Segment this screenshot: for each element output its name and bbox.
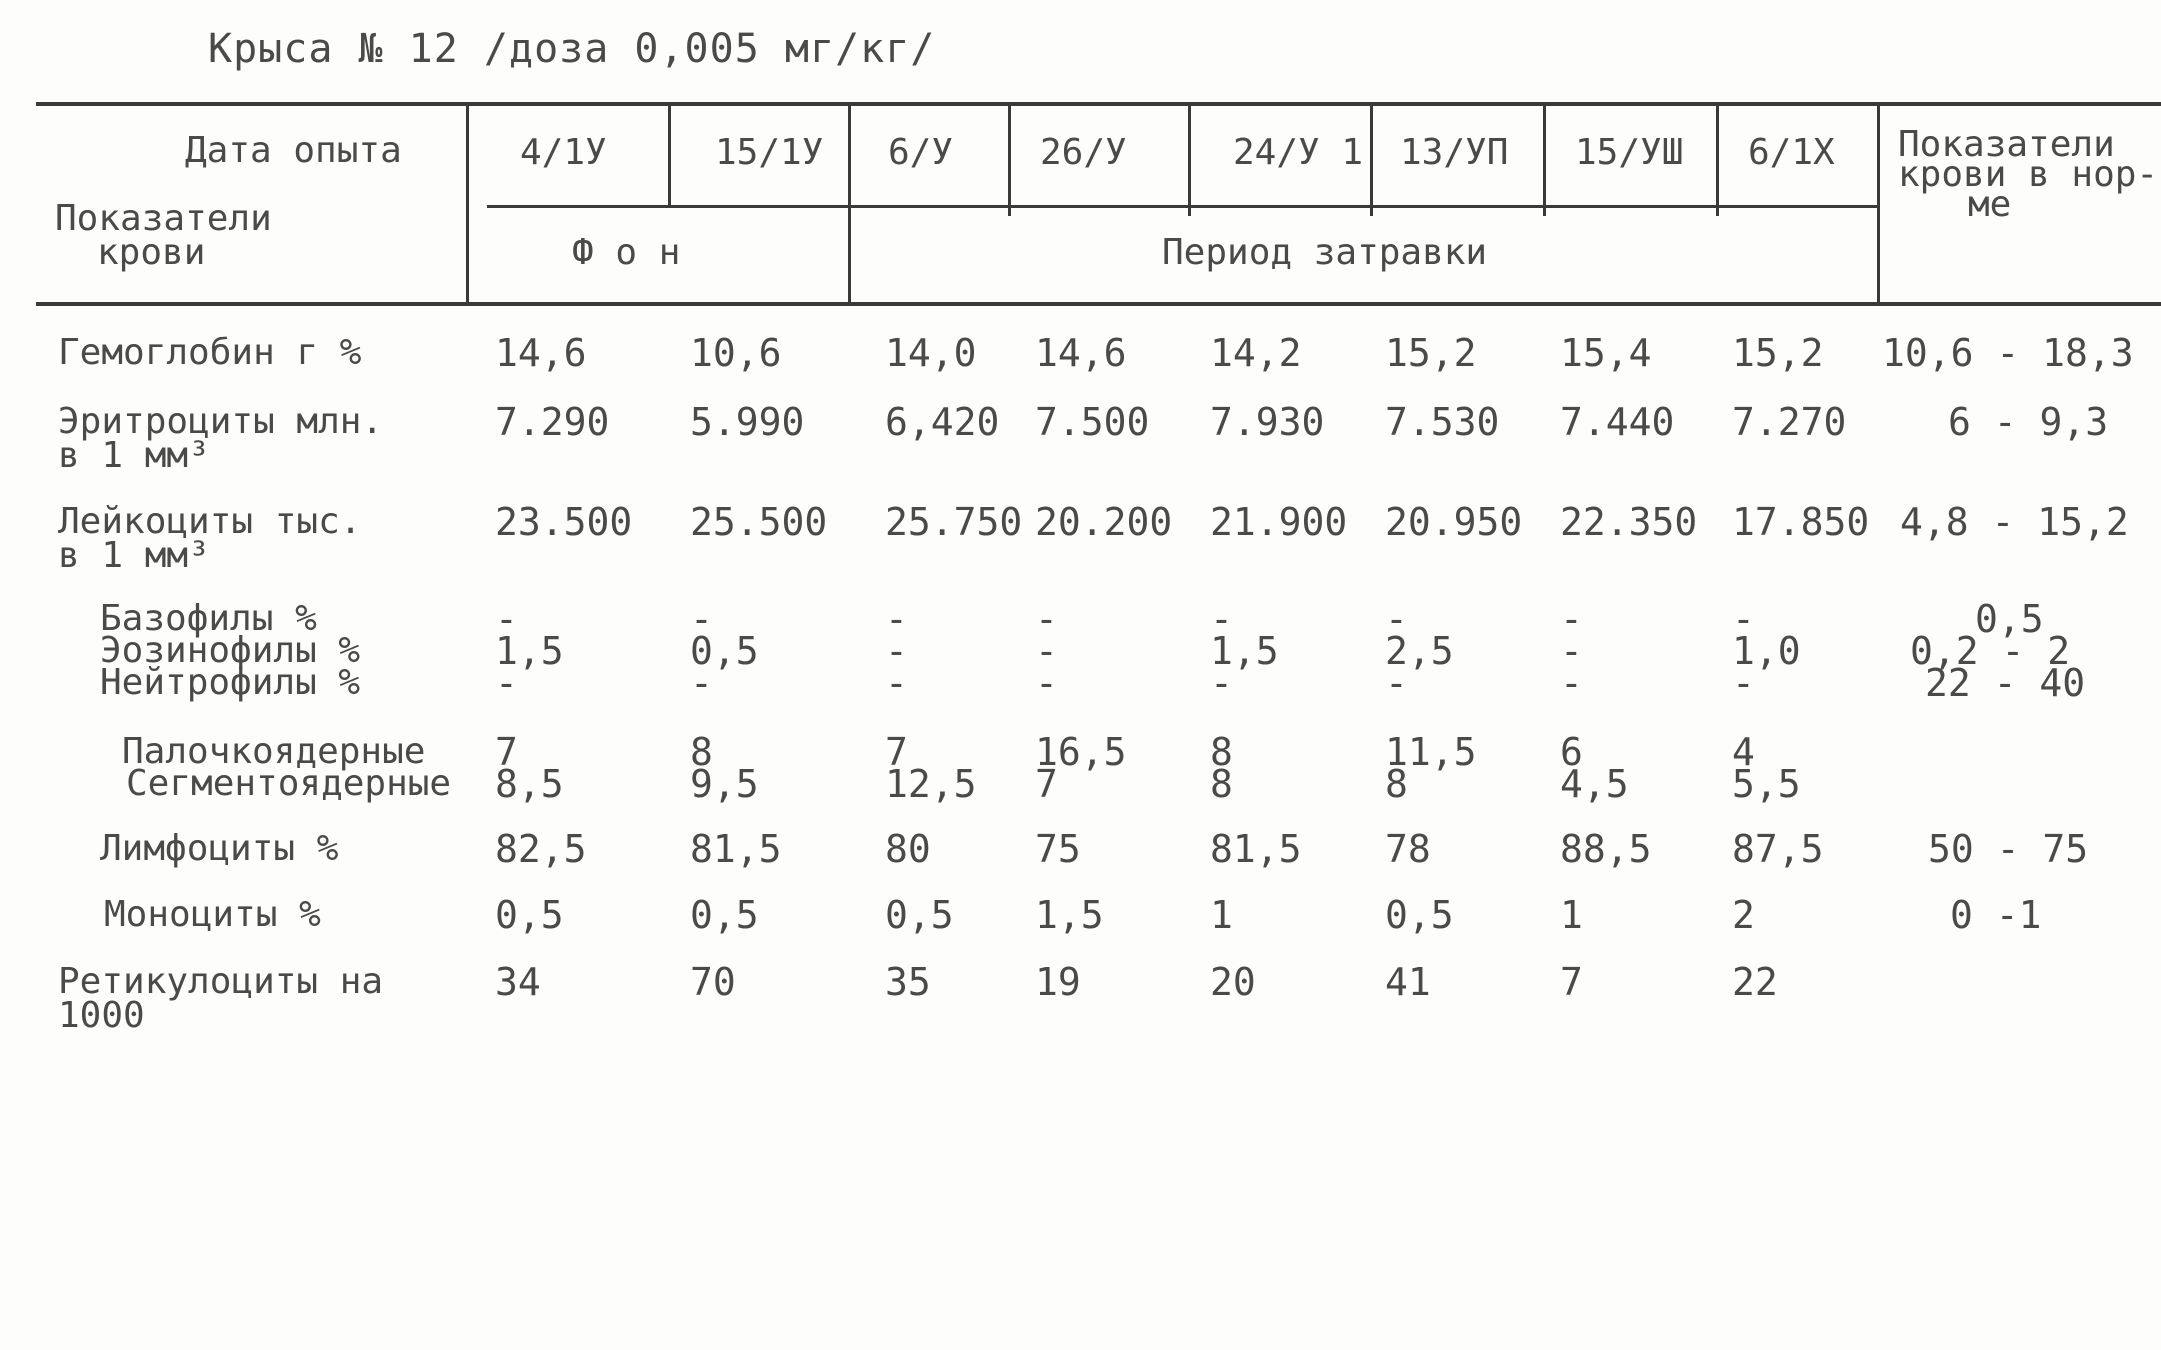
cell-basophils-1: - xyxy=(495,597,518,641)
cell-monocytes-7: 1 xyxy=(1560,893,1583,937)
cell-hemoglobin-8: 15,2 xyxy=(1732,331,1824,375)
cell-eosinophils-4: - xyxy=(1035,629,1058,673)
label-erythrocytes: Эритроциты млн. в 1 мм³ xyxy=(58,401,384,476)
cell-segmented-1: 8,5 xyxy=(495,762,564,806)
norm-leukocytes: 4,8 - 15,2 xyxy=(1900,500,2129,544)
label-basophils: Базофилы % xyxy=(100,598,317,639)
cell-band-7: 6 xyxy=(1560,730,1583,774)
cell-erythrocytes-3: 6,420 xyxy=(885,400,1000,444)
cell-neutrophils-4: - xyxy=(1035,661,1058,705)
cell-lymphocytes-3: 80 xyxy=(885,827,931,871)
cell-hemoglobin-6: 15,2 xyxy=(1385,331,1477,375)
cell-leukocytes-5: 21.900 xyxy=(1210,500,1348,544)
cell-erythrocytes-1: 7.290 xyxy=(495,400,610,444)
date-4: 26/У xyxy=(1040,132,1127,173)
cell-segmented-6: 8 xyxy=(1385,762,1408,806)
col-divider-3 xyxy=(1008,104,1011,216)
cell-lymphocytes-8: 87,5 xyxy=(1732,827,1824,871)
cell-leukocytes-8: 17.850 xyxy=(1732,500,1870,544)
cell-eosinophils-5: 1,5 xyxy=(1210,629,1279,673)
cell-band-4: 16,5 xyxy=(1035,730,1127,774)
date-3: 6/У xyxy=(888,132,954,173)
norm-lymphocytes: 50 - 75 xyxy=(1928,827,2089,871)
cell-reticulocytes-8: 22 xyxy=(1732,960,1778,1004)
table-top-rule xyxy=(36,102,2161,106)
cell-erythrocytes-5: 7.930 xyxy=(1210,400,1325,444)
header-bottom-rule xyxy=(36,302,2161,306)
page-title: Крыса № 12 /доза 0,005 мг/кг/ xyxy=(208,26,936,72)
cell-eosinophils-7: - xyxy=(1560,629,1583,673)
cell-leukocytes-3: 25.750 xyxy=(885,500,1023,544)
cell-erythrocytes-4: 7.500 xyxy=(1035,400,1150,444)
cell-lymphocytes-2: 81,5 xyxy=(690,827,782,871)
cell-basophils-5: - xyxy=(1210,597,1233,641)
cell-segmented-7: 4,5 xyxy=(1560,762,1629,806)
cell-neutrophils-6: - xyxy=(1385,661,1408,705)
col-divider-7 xyxy=(1716,104,1719,216)
cell-segmented-2: 9,5 xyxy=(690,762,759,806)
cell-basophils-3: - xyxy=(885,597,908,641)
label-segmented: Сегментоядерные xyxy=(126,763,452,804)
cell-segmented-8: 5,5 xyxy=(1732,762,1801,806)
cell-leukocytes-7: 22.350 xyxy=(1560,500,1698,544)
header-mid-rule xyxy=(487,205,1877,208)
cell-erythrocytes-2: 5.990 xyxy=(690,400,805,444)
cell-reticulocytes-6: 41 xyxy=(1385,960,1431,1004)
cell-segmented-5: 8 xyxy=(1210,762,1233,806)
cell-reticulocytes-4: 19 xyxy=(1035,960,1081,1004)
cell-lymphocytes-7: 88,5 xyxy=(1560,827,1652,871)
cell-basophils-2: - xyxy=(690,597,713,641)
cell-hemoglobin-3: 14,0 xyxy=(885,331,977,375)
cell-leukocytes-6: 20.950 xyxy=(1385,500,1523,544)
label-hemoglobin: Гемоглобин г % xyxy=(58,332,362,373)
date-2: 15/1У xyxy=(715,132,824,173)
date-label: Дата опыта xyxy=(185,130,402,171)
cell-eosinophils-2: 0,5 xyxy=(690,629,759,673)
cell-basophils-6: - xyxy=(1385,597,1408,641)
label-lymphocytes: Лимфоциты % xyxy=(100,828,339,869)
col-divider-norm xyxy=(1877,104,1880,304)
cell-band-8: 4 xyxy=(1732,730,1755,774)
group-background-label: Ф о н xyxy=(572,232,681,273)
cell-leukocytes-2: 25.500 xyxy=(690,500,828,544)
cell-eosinophils-6: 2,5 xyxy=(1385,629,1454,673)
norm-hemoglobin: 10,6 - 18,3 xyxy=(1882,331,2134,375)
col-divider-2 xyxy=(848,104,851,304)
date-7: 15/УШ xyxy=(1575,132,1684,173)
cell-lymphocytes-5: 81,5 xyxy=(1210,827,1302,871)
cell-erythrocytes-7: 7.440 xyxy=(1560,400,1675,444)
cell-band-1: 7 xyxy=(495,730,518,774)
cell-lymphocytes-4: 75 xyxy=(1035,827,1081,871)
cell-reticulocytes-1: 34 xyxy=(495,960,541,1004)
label-band: Палочкоядерные xyxy=(122,731,426,772)
cell-reticulocytes-5: 20 xyxy=(1210,960,1256,1004)
label-eosinophils: Эозинофилы % xyxy=(100,630,361,671)
cell-reticulocytes-2: 70 xyxy=(690,960,736,1004)
cell-erythrocytes-6: 7.530 xyxy=(1385,400,1500,444)
cell-band-6: 11,5 xyxy=(1385,730,1477,774)
cell-segmented-3: 12,5 xyxy=(885,762,977,806)
cell-monocytes-8: 2 xyxy=(1732,893,1755,937)
cell-neutrophils-1: - xyxy=(495,661,518,705)
cell-leukocytes-1: 23.500 xyxy=(495,500,633,544)
cell-segmented-4: 7 xyxy=(1035,762,1058,806)
cell-band-3: 7 xyxy=(885,730,908,774)
cell-monocytes-3: 0,5 xyxy=(885,893,954,937)
col-divider-5 xyxy=(1370,104,1373,216)
cell-leukocytes-4: 20.200 xyxy=(1035,500,1173,544)
cell-lymphocytes-6: 78 xyxy=(1385,827,1431,871)
cell-basophils-4: - xyxy=(1035,597,1058,641)
cell-monocytes-2: 0,5 xyxy=(690,893,759,937)
norm-basophils: 0,5 xyxy=(1975,597,2044,641)
cell-band-5: 8 xyxy=(1210,730,1233,774)
cell-erythrocytes-8: 7.270 xyxy=(1732,400,1847,444)
cell-basophils-7: - xyxy=(1560,597,1583,641)
cell-monocytes-1: 0,5 xyxy=(495,893,564,937)
cell-hemoglobin-4: 14,6 xyxy=(1035,331,1127,375)
label-leukocytes: Лейкоциты тыс. в 1 мм³ xyxy=(58,501,362,576)
cell-neutrophils-2: - xyxy=(690,661,713,705)
cell-basophils-8: - xyxy=(1732,597,1755,641)
date-1: 4/1У xyxy=(520,132,607,173)
cell-hemoglobin-1: 14,6 xyxy=(495,331,587,375)
cell-neutrophils-7: - xyxy=(1560,661,1583,705)
cell-monocytes-5: 1 xyxy=(1210,893,1233,937)
cell-eosinophils-8: 1,0 xyxy=(1732,629,1801,673)
group-period-label: Период затравки xyxy=(1162,232,1488,273)
date-6: 13/УП xyxy=(1400,132,1509,173)
cell-reticulocytes-7: 7 xyxy=(1560,960,1583,1004)
cell-hemoglobin-2: 10,6 xyxy=(690,331,782,375)
label-monocytes: Моноциты % xyxy=(104,894,321,935)
cell-eosinophils-3: - xyxy=(885,629,908,673)
cell-neutrophils-5: - xyxy=(1210,661,1233,705)
indicators-label: Показатели крови xyxy=(55,198,272,273)
date-8: 6/1Х xyxy=(1748,132,1835,173)
col-divider-6 xyxy=(1543,104,1546,216)
col-divider-label xyxy=(466,104,469,304)
cell-band-2: 8 xyxy=(690,730,713,774)
cell-neutrophils-8: - xyxy=(1732,661,1755,705)
norm-monocytes: 0 -1 xyxy=(1950,893,2042,937)
col-divider-1 xyxy=(668,104,671,206)
cell-neutrophils-3: - xyxy=(885,661,908,705)
col-divider-4 xyxy=(1188,104,1191,216)
date-5: 24/У 1 xyxy=(1233,132,1364,173)
cell-hemoglobin-5: 14,2 xyxy=(1210,331,1302,375)
label-reticulocytes: Ретикулоциты на 1000 xyxy=(58,961,384,1036)
cell-hemoglobin-7: 15,4 xyxy=(1560,331,1652,375)
cell-monocytes-4: 1,5 xyxy=(1035,893,1104,937)
norm-eosinophils: 0,2 - 2 xyxy=(1910,629,2071,673)
cell-monocytes-6: 0,5 xyxy=(1385,893,1454,937)
cell-reticulocytes-3: 35 xyxy=(885,960,931,1004)
label-neutrophils: Нейтрофилы % xyxy=(100,662,361,703)
norm-neutrophils: 22 - 40 xyxy=(1925,661,2086,705)
norm-label: Показатели крови в нор- ме xyxy=(1898,124,2159,225)
norm-erythrocytes: 6 - 9,3 xyxy=(1948,400,2109,444)
cell-eosinophils-1: 1,5 xyxy=(495,629,564,673)
cell-lymphocytes-1: 82,5 xyxy=(495,827,587,871)
